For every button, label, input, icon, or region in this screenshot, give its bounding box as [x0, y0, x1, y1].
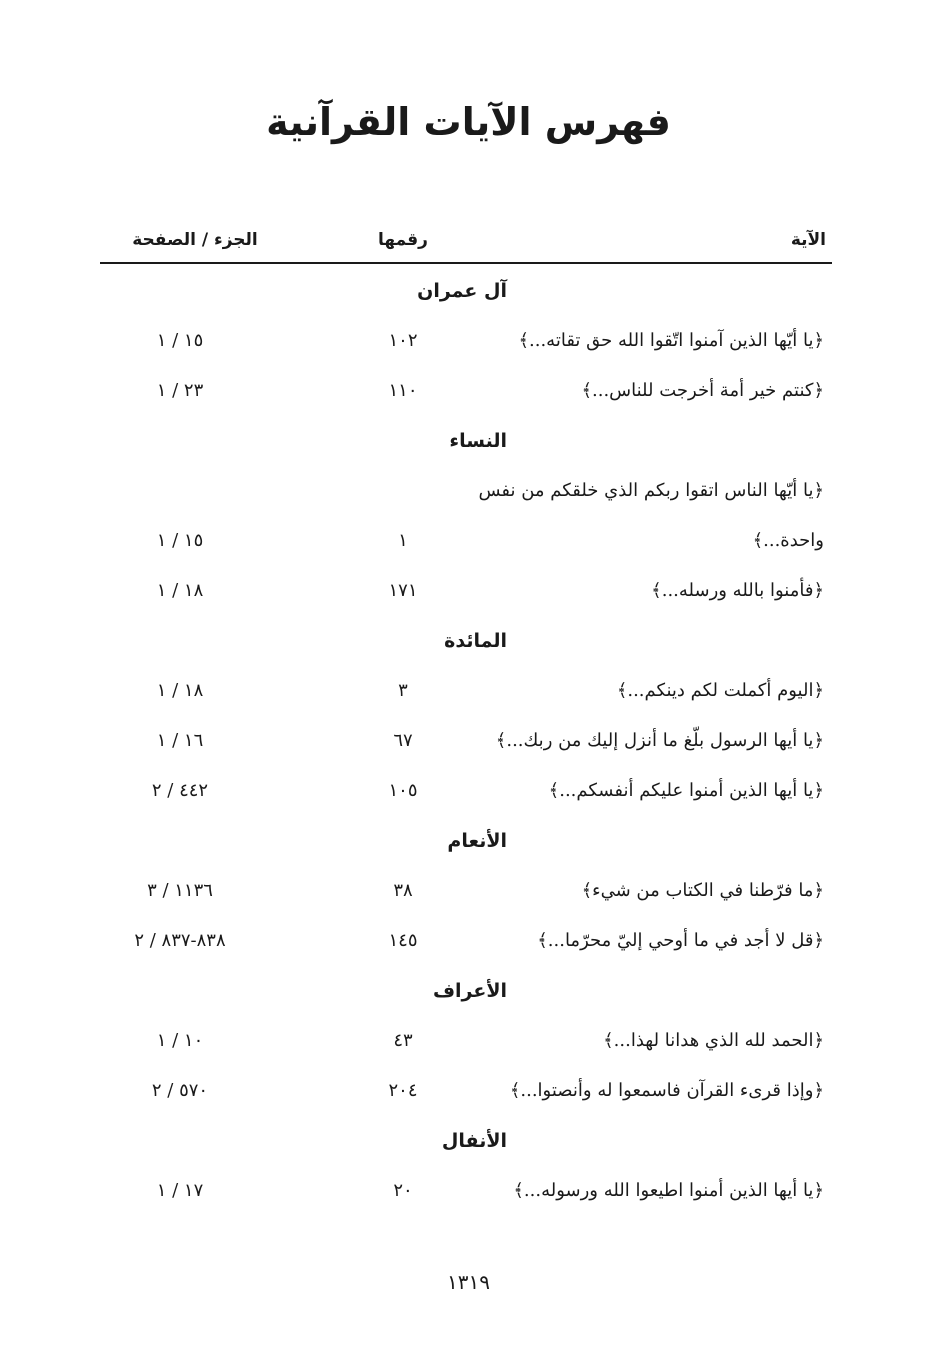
page-number: ١٣١٩	[447, 1270, 490, 1294]
table-row	[100, 566, 832, 616]
verse-text: ﴿يا أيها الذين أمنوا اطيعوا الله ورسوله...﴾	[513, 1180, 824, 1201]
table-row	[100, 1016, 832, 1066]
table-row	[100, 516, 832, 566]
table-row	[100, 1166, 832, 1216]
volume-page: ١١٣٦ / ٣	[147, 880, 213, 901]
verse-text: ﴿الحمد لله الذي هدانا لهذا...﴾	[603, 1030, 824, 1051]
table-row	[100, 916, 832, 966]
surah-heading: النساء	[449, 430, 507, 452]
verse-number: ٣	[398, 680, 408, 701]
verse-text: ﴿يا أيها الذين أمنوا عليكم أنفسكم...﴾	[548, 780, 824, 801]
verse-number: ١٤٥	[388, 930, 418, 951]
verse-text: ﴿يا أيها الرسول بلّغ ما أنزل إليك من ربك...﴾	[495, 730, 824, 751]
volume-page: ١٨ / ١	[156, 680, 204, 701]
table-row	[100, 466, 832, 516]
verse-number: ٢٠٤	[388, 1080, 418, 1101]
verse-text: واحدة...﴾	[752, 530, 824, 551]
header-ayah: الآية	[790, 230, 826, 250]
verse-text: ﴿وإذا قرىء القرآن فاسمعوا له وأنصتوا...﴾	[509, 1080, 824, 1101]
table-row	[100, 666, 832, 716]
verse-text: ﴿ما فرّطنا في الكتاب من شيء﴾	[581, 880, 824, 901]
volume-page: ٢٣ / ١	[156, 380, 204, 401]
verse-text: ﴿اليوم أكملت لكم دينكم...﴾	[616, 680, 824, 701]
page-title: فهرس الآيات القرآنية	[266, 100, 671, 144]
table-row	[100, 716, 832, 766]
table-row	[100, 766, 832, 816]
table-row	[100, 1066, 832, 1116]
verse-number: ١	[398, 530, 408, 551]
table-row	[100, 866, 832, 916]
volume-page: ٥٧٠ / ٢	[151, 1080, 209, 1101]
verse-number: ٦٧	[393, 730, 413, 751]
volume-page: ١٠ / ١	[156, 1030, 204, 1051]
volume-page: ١٥ / ١	[156, 530, 204, 551]
verse-text: ﴿قل لا أجد في ما أوحي إليّ محرّما...﴾	[537, 930, 824, 951]
volume-page: ٨٣٨-٨٣٧ / ٢	[134, 930, 226, 951]
verse-number: ١٧١	[388, 580, 418, 601]
surah-heading: الأعراف	[432, 980, 507, 1002]
table-row	[100, 316, 832, 366]
volume-page: ٤٤٢ / ٢	[151, 780, 209, 801]
header-number: رقمها	[378, 230, 428, 250]
verse-index	[100, 266, 832, 1216]
table-row	[100, 366, 832, 416]
verse-text: ﴿فأمنوا بالله ورسله...﴾	[651, 580, 824, 601]
volume-page: ١٧ / ١	[156, 1180, 204, 1201]
verse-number: ٢٠	[393, 1180, 413, 1201]
verse-number: ١٠٥	[388, 780, 418, 801]
surah-heading: الأنعام	[447, 830, 507, 852]
surah-heading: الأنفال	[441, 1130, 507, 1152]
verse-text: ﴿يا أيّها الناس اتقوا ربكم الذي خلقكم من نفس	[478, 480, 824, 501]
verse-number: ٤٣	[393, 1030, 413, 1051]
table-header	[100, 226, 832, 264]
header-reference: الجزء / الصفحة	[132, 230, 258, 250]
volume-page: ١٦ / ١	[156, 730, 204, 751]
verse-number: ١١٠	[388, 380, 418, 401]
verse-number: ٣٨	[393, 880, 413, 901]
surah-heading: آل عمران	[417, 280, 507, 302]
verse-text: ﴿يا أيّها الذين آمنوا اتّقوا الله حق تقاته...﴾	[518, 330, 824, 351]
verse-text: ﴿كنتم خير أمة أخرجت للناس...﴾	[581, 380, 824, 401]
volume-page: ١٥ / ١	[156, 330, 204, 351]
surah-heading: المائدة	[444, 630, 507, 652]
verse-number: ١٠٢	[388, 330, 418, 351]
volume-page: ١٨ / ١	[156, 580, 204, 601]
